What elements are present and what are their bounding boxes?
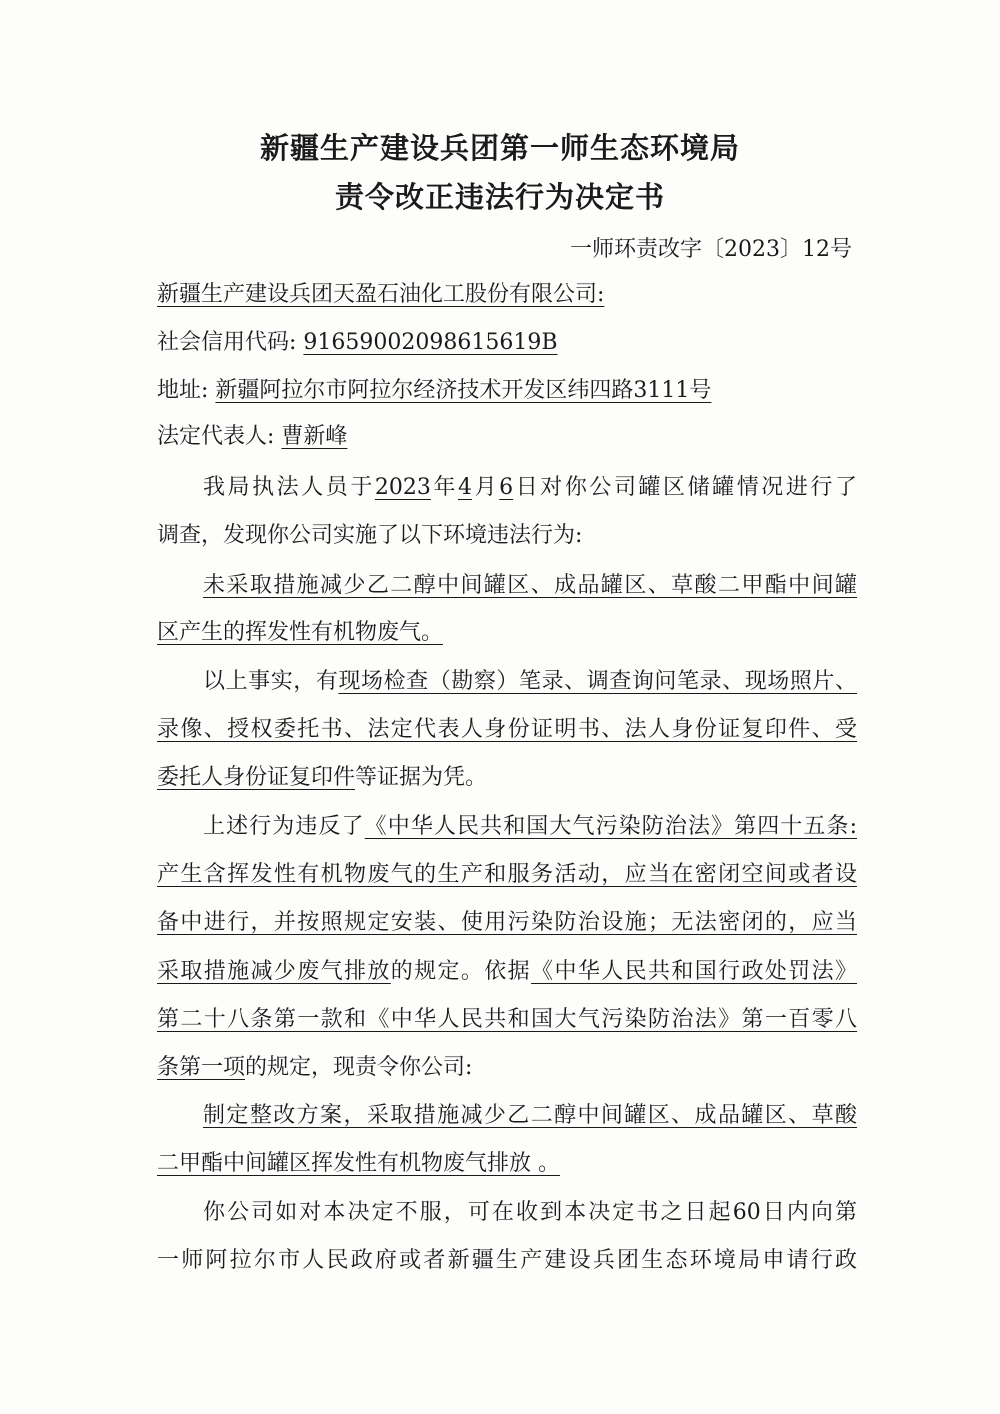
legal-basis-line2 bbox=[157, 860, 857, 890]
violation-text: 未采取措施减少乙二醇中间罐区、成品罐区、草酸二甲酯中间罐 bbox=[203, 573, 857, 598]
legal-basis-line6 bbox=[157, 1053, 857, 1083]
law-text: 采取措施减少废气排放 bbox=[157, 959, 391, 984]
law-reference: 《中华人民共和国大气污染防治法》第四十五条: bbox=[364, 814, 857, 839]
text: 的规定，现责令你公司: bbox=[245, 1055, 473, 1080]
violation-line2 bbox=[157, 618, 857, 648]
address-value: 新疆阿拉尔市阿拉尔经济技术开发区纬四路3111号 bbox=[215, 378, 712, 403]
law-reference: 条第一项 bbox=[157, 1055, 246, 1080]
text: 月 bbox=[472, 475, 500, 500]
recipient-company bbox=[157, 280, 857, 310]
document-title-line1: 新疆生产建设兵团第一师生态环境局 bbox=[259, 131, 740, 165]
legal-basis-line1 bbox=[203, 812, 857, 842]
paragraph-inspection-line2: 调查，发现你公司实施了以下环境违法行为: bbox=[157, 523, 583, 548]
legal-basis-line4 bbox=[157, 957, 857, 987]
legal-basis-line3 bbox=[157, 908, 857, 938]
credit-code-label: 社会信用代码: bbox=[157, 330, 297, 355]
document-number: 一师环责改字〔2023〕12号 bbox=[570, 237, 852, 262]
address-row bbox=[157, 376, 857, 406]
law-text: 产生含挥发性有机物废气的生产和服务活动，应当在密闭空间或者设 bbox=[157, 862, 857, 887]
legal-rep-value: 曹新峰 bbox=[281, 424, 348, 449]
order-text: 制定整改方案，采取措施减少乙二醇中间罐区、成品罐区、草酸 bbox=[203, 1103, 857, 1128]
evidence-line1 bbox=[203, 667, 857, 697]
law-reference: 《中华人民共和国行政处罚法》 bbox=[531, 959, 857, 984]
inspection-year: 2023 bbox=[374, 475, 431, 500]
text: 日对你公司罐区储罐情况进行了 bbox=[513, 475, 857, 500]
inspection-day: 6 bbox=[499, 475, 514, 500]
evidence-line3 bbox=[157, 763, 857, 793]
evidence-line2 bbox=[157, 715, 857, 745]
evidence-list: 现场检查（勘察）笔录、调查询问笔录、现场照片、 bbox=[338, 669, 857, 694]
legal-basis-line5 bbox=[157, 1005, 857, 1035]
text: 等证据为凭。 bbox=[355, 765, 488, 790]
address-label: 地址: bbox=[157, 378, 209, 403]
evidence-list: 录像、授权委托书、法定代表人身份证明书、法人身份证复印件、受 bbox=[157, 717, 857, 742]
remedy-line1: 你公司如对本决定不服，可在收到本决定书之日起60日内向第 bbox=[203, 1200, 857, 1225]
text: 的规定。依据 bbox=[390, 959, 532, 984]
text: 上述行为违反了 bbox=[203, 814, 365, 839]
order-line1 bbox=[203, 1101, 857, 1131]
law-text: 备中进行，并按照规定安装、使用污染防治设施；无法密闭的，应当 bbox=[157, 910, 857, 935]
inspection-month: 4 bbox=[458, 475, 473, 500]
company-name: 新疆生产建设兵团天盈石油化工股份有限公司: bbox=[157, 282, 605, 307]
document-title-line2: 责令改正违法行为决定书 bbox=[334, 180, 665, 214]
law-reference: 第二十八条第一款和《中华人民共和国大气污染防治法》第一百零八 bbox=[157, 1007, 857, 1032]
text: 我局执法人员于 bbox=[203, 475, 375, 500]
legal-rep-label: 法定代表人: bbox=[157, 424, 275, 449]
text: 以上事实，有 bbox=[203, 669, 339, 694]
remedy-line2: 一师阿拉尔市人民政府或者新疆生产建设兵团生态环境局申请行政 bbox=[157, 1248, 857, 1273]
order-line2 bbox=[157, 1149, 857, 1179]
legal-rep-row bbox=[157, 422, 857, 452]
paragraph-inspection-line1 bbox=[203, 473, 857, 503]
violation-text: 区产生的挥发性有机物废气。 bbox=[157, 620, 444, 645]
evidence-list: 委托人身份证复印件 bbox=[157, 765, 356, 790]
order-text: 二甲酯中间罐区挥发性有机物废气排放 。 bbox=[157, 1151, 560, 1176]
credit-code-value: 91659002098615619B bbox=[303, 330, 558, 355]
violation-line1 bbox=[203, 571, 857, 601]
credit-code-row bbox=[157, 328, 857, 358]
text: 年 bbox=[430, 475, 459, 500]
